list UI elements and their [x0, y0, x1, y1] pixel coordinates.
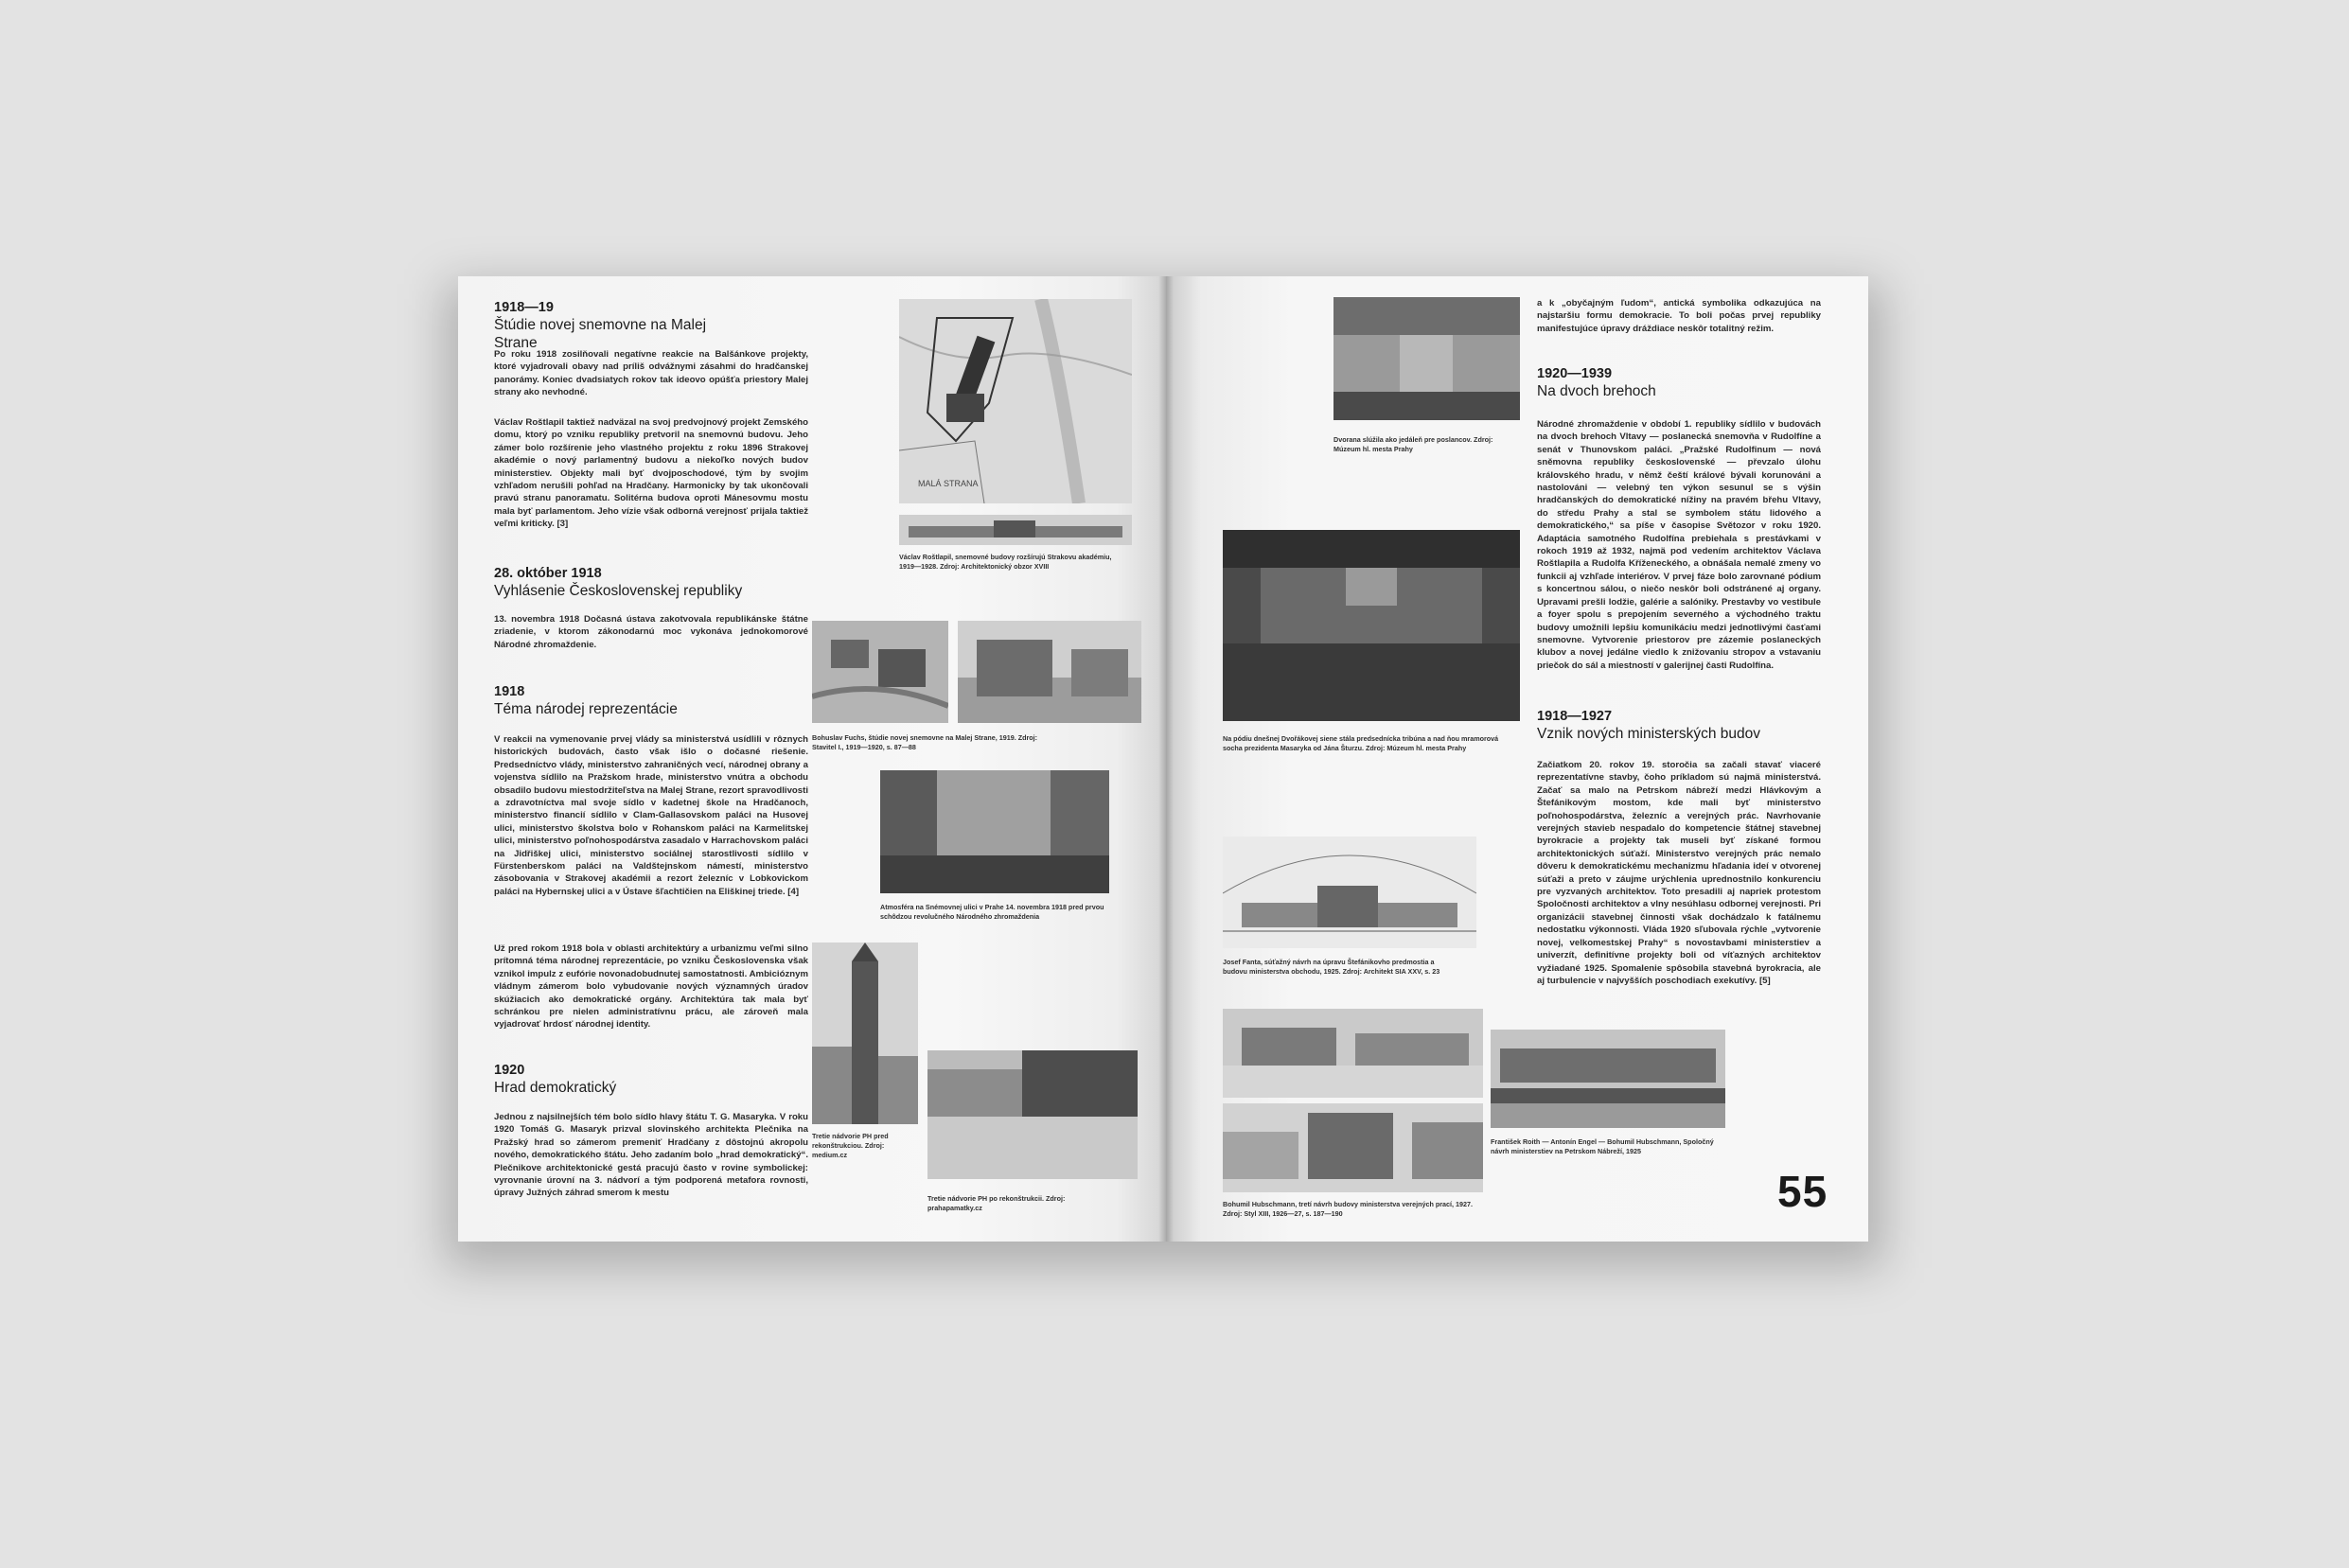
ministries-panorama-2 [1223, 1103, 1483, 1192]
section-title: Hrad demokratický [494, 1080, 617, 1096]
courtyard-photo [927, 1050, 1138, 1179]
section-1918-1927-heading [1537, 708, 1821, 743]
panorama-image [899, 515, 1132, 545]
paragraph: Už pred rokom 1918 bola v oblasti architektúry a urbanizmu veľmi silno prítomná téma národnej reprezentácie, po vzniku Československa však vznikol impulz z eufórie novonadobudnutej samostatnosti. Ambicióznym vládnym zámerom bolo vybudovanie nových významných úradov skúžiacich ako demokratické orgány. Architektúra tak mala byť schránkou pre nielen administratívnu prácu, ale zároveň mala vyjadrovať hrdosť národnej identity. [494, 943, 808, 1031]
section-title: Štúdie novej snemovne na Malej Strane [494, 317, 707, 351]
svg-text:MALÁ STRANA: MALÁ STRANA [918, 479, 979, 488]
section-year: 1920 [494, 1063, 525, 1078]
caption: František Roith — Antonín Engel — Bohumil Hubschmann, Spoločný návrh ministerstiev na Petrskom Nábreží, 1925 [1491, 1137, 1714, 1155]
paragraph: Začiatkom 20. rokov 19. storočia sa začali stavať viaceré reprezentatívne stavby, čoho príkladom sú najmä ministerstvá. Začať sa malo na Petrskom nábreží medzi Hlávkovým a Štefánikovým mostom, kde mali byť ministerstvo poľnohospodárstva, železníc a verejných prác. Navrhovanie verejných stavieb nespadalo do kompetencie štátnej stavebnej byrokracie a projekty tak museli byť získané formou architektonických súťaží. Ministerstvo verejných prác nemalo dôveru k demokratickému mechanizmu hľadania ideí v otvorenej súťaži a preto v záujme urýchlenia uprednostnilo konkurenciu pre vyzvaných architektov. Toto presadili aj napriek protestom Spoločnosti architektov a vlny nesúhlasu odbornej verejnosti. Pri organizácii stavebnej činnosti však dochádzalo k fatálnemu nedostatku výkonnosti. Vláda 1920 sľubovala rýchle „vytvorenie novej, velkomestskej Prahy“ s novostavbami ministerstiev a univerzít, definitívne projekty boli od víťazných architektov vyžiadané 1925. Spomalenie spôsobila stavebná byrokracia, ale aj turbulencie v najvyšších poschodiach exekutívy. [5] [1537, 760, 1821, 986]
section-year: 1918 [494, 684, 525, 699]
section-1918-heading [494, 683, 731, 718]
section-1918-19-heading [494, 299, 731, 352]
caption: Josef Fanta, súťažný návrh na úpravu Štefánikovho predmostia a budovu ministerstva obchodu, 1925. Zdroj: Architekt SIA XXV, s. 23 [1223, 958, 1440, 976]
caption: Tretie nádvorie PH pred rekonštrukciou. Zdroj: medium.cz [812, 1132, 889, 1159]
paragraph: Po roku 1918 zosilňovali negatívne reakcie na Balšánkove projekty, ktoré vyjadrovali obavy nad príliš odvážnymi zásahmi do hradčanskej panorámy. Koniec dvadsiatych rokov tak ideovo opúšťa priestory Malej strany ako nevhodné. [494, 349, 808, 398]
section-october-1918-heading [494, 565, 778, 600]
fuchs-plan-image [812, 621, 948, 723]
paragraph: Václav Roštlapil taktiež nadväzal na svoj predvojnový projekt Zemského domu, ktorý po vzniku republiky pretvoril na snemovnú budovu. Jeho zámer bolo rozšírenie jeho vlastného projektu z roku 1896 Strakovej akadémie o nový parlamentný budovu a niekoľko nových budov ministerstiev. Objekty mali byť dvojposchodové, tým by svojim vzhľadom nerušili pohľad na Hradčany. Harmonicky by tak ukončovali pravú stranu panoramatu. Solitérna budova oproti Mánesovmu mostu mala byť parlamentom. Jeho vízie však odborná verejnosť prijala taktiež veľmi kriticky. [3] [494, 417, 808, 530]
paragraph: a k „obyčajným ľudom“, antická symbolika odkazujúca na najstaršiu formu demokracie. To boli počas prvej republiky manifestujúce úpravy dráždiace neskôr totalitný režim. [1537, 298, 1821, 334]
paragraph: Jednou z najsilnejších tém bolo sídlo hlavy štátu T. G. Masaryka. V roku 1920 Tomáš G. Masaryk prizval slovinského architekta Plečnika na Pražský hrad so zámerom premeniť Hradčany z dôstojnú akropolu nového, demokratického štátu. Jeho zadaním bolo „hrad demokratický“. Plečnikove architektonické gestá pracujú často v rovine symbolickej: vyrovnanie úrovní na 3. nádvorí a tým podporená metafora rovnosti, úpravy Južných záhrad smerom k mestu [494, 1112, 808, 1199]
caption: Atmosféra na Snémovnej ulici v Prahe 14. novembra 1918 pred prvou schôdzou revolučného Národného zhromaždenia [880, 903, 1104, 921]
paragraph: V reakcii na vymenovanie prvej vlády sa ministerstvá usídlili v rôznych historických budovách, často však išlo o dočasné riešenie. Predsedníctvo vlády, ministerstvo zahraničných vecí, národnej obrany a vojenstva sídlilo na Pražskom hrade, ministerstvo vnútra a obchodu obsadilo budovu miestodržiteľstva na Malej Strane, rezort spravodlivosti a zdravotníctva mal svoje sídlo v kadetnej škole na Hradčanoch, ministerstvo financií sídlilo v Clam-Gallasovskom paláci na Husovej ulici, ministerstvo školstva bolo v Rohanskom paláci na Karmelitskej ulici, ministerstvo poľnohospodárstva zasadalo v Harrachovskom paláci na Jidřiškej ulici, ministerstvo sociálnej starostlivosti sídlilo v Fürstenberskom paláci na Valdštejnskom námestí, ministerstvo zásobovania v Strakovej akadémii a rezort železníc v Lobkovickom paláci na Hybernskej ulici a v Ústave šľachtičien na Eliškinej triede. [4] [494, 734, 808, 897]
caption: Na pódiu dnešnej Dvořákovej siene stála predsednícka tribúna a nad ňou mramorová socha prezidenta Masaryka od Jána Šturzu. Zdroj: Múzeum hl. mesta Prahy [1223, 734, 1499, 752]
left-page [458, 276, 1166, 1242]
section-year: 28. október 1918 [494, 566, 602, 581]
section-year: 1920—1939 [1537, 366, 1613, 381]
section-title: Vyhlásenie Československej republiky [494, 583, 743, 599]
roith-engel-drawing [1491, 1030, 1725, 1128]
assembly-hall-photo [1223, 530, 1520, 721]
crowd-photo [880, 770, 1109, 893]
caption: Dvorana slúžila ako jedáleň pre poslancov. Zdroj: Múzeum hl. mesta Prahy [1333, 435, 1493, 453]
caption: Václav Roštlapil, snemovné budovy rozšírujú Strakovu akadémiu, 1919—1928. Zdroj: Architektonický obzor XVIII [899, 553, 1112, 571]
paragraph: 13. novembra 1918 Dočasná ústava zakotvovala republikánske štátne zriadenie, v ktorom zákonodarnú moc vykonáva jednokomorové Národné zhromaždenie. [494, 614, 808, 650]
page-number: 55 [1777, 1167, 1828, 1216]
fanta-drawing [1223, 837, 1476, 948]
caption: Bohumil Hubschmann, tretí návrh budovy ministerstva verejných prací, 1927. Zdroj: Styl XIII, 1926—27, s. 187—190 [1223, 1200, 1474, 1218]
section-year: 1918—1927 [1537, 709, 1613, 724]
ministries-panorama-1 [1223, 1009, 1483, 1098]
section-title: Téma národej reprezentácie [494, 701, 678, 717]
right-page [1166, 276, 1868, 1242]
cathedral-tower-photo [812, 943, 918, 1124]
paragraph: Národné zhromaždenie v období 1. republiky sídlilo v budovách na dvoch brehoch Vltavy — poslanecká snemovňa v Rudolfíne a senát v Thunovskom paláci. „Pražské Rudolfinum — nová sněmovna republiky československé — převzalo úlohu královského hradu, v němž čeští králové bývali korunováni a nastolováni — velebný ten výkon sesunul se s výšin hradčanských do demokratické nížiny na pravém břehu Vltavy, do středu Prahy a stal se symbolem státu lidového a demokratického,“ sa píše v časopise Světozor v roku 1920. Adaptácia samotného Rudolfína prebiehala s prestávkami v rokoch 1919 až 1932, najmä pod vedením architektov Václava Roštlapila a Rudolfa Kříženeckého, a obnášala nemalé zmeny vo funkcii aj vzhľade interiérov. V prvej fáze bolo zarovnané pódium s koncertnou sálou, o niečo neskôr boli odstránené aj organy. Upravami prešli lodžie, galérie a salóniky. Prestavby vo vestibule a foyer spolu s prepojením severného a východného traktu budovy umožnili lepšiu komunikáciu medzi jednotlivými časťami snemovne. Vytvorenie priestorov pre zázemie poslaneckých klubov a novej jedálne viedlo k znižovaniu stropov a vstavaniu priečok do sál a miestností v galerijnej časti Rudolfína. [1537, 419, 1821, 671]
section-1920-1939-heading [1537, 365, 1774, 400]
section-title: Vznik nových ministerských budov [1537, 726, 1761, 742]
section-year: 1918—19 [494, 300, 554, 315]
dining-hall-photo [1333, 297, 1520, 420]
book-gutter [1158, 276, 1174, 1242]
fuchs-view-image [958, 621, 1141, 723]
map-image [899, 299, 1132, 503]
section-1920-heading [494, 1062, 731, 1097]
caption: Tretie nádvorie PH po rekonštrukcii. Zdroj: prahapamatky.cz [927, 1194, 1066, 1212]
section-title: Na dvoch brehoch [1537, 383, 1656, 399]
caption: Bohuslav Fuchs, štúdie novej snemovne na Malej Strane, 1919. Zdroj: Stavitel I., 1919—1920, s. 87—88 [812, 733, 1038, 751]
